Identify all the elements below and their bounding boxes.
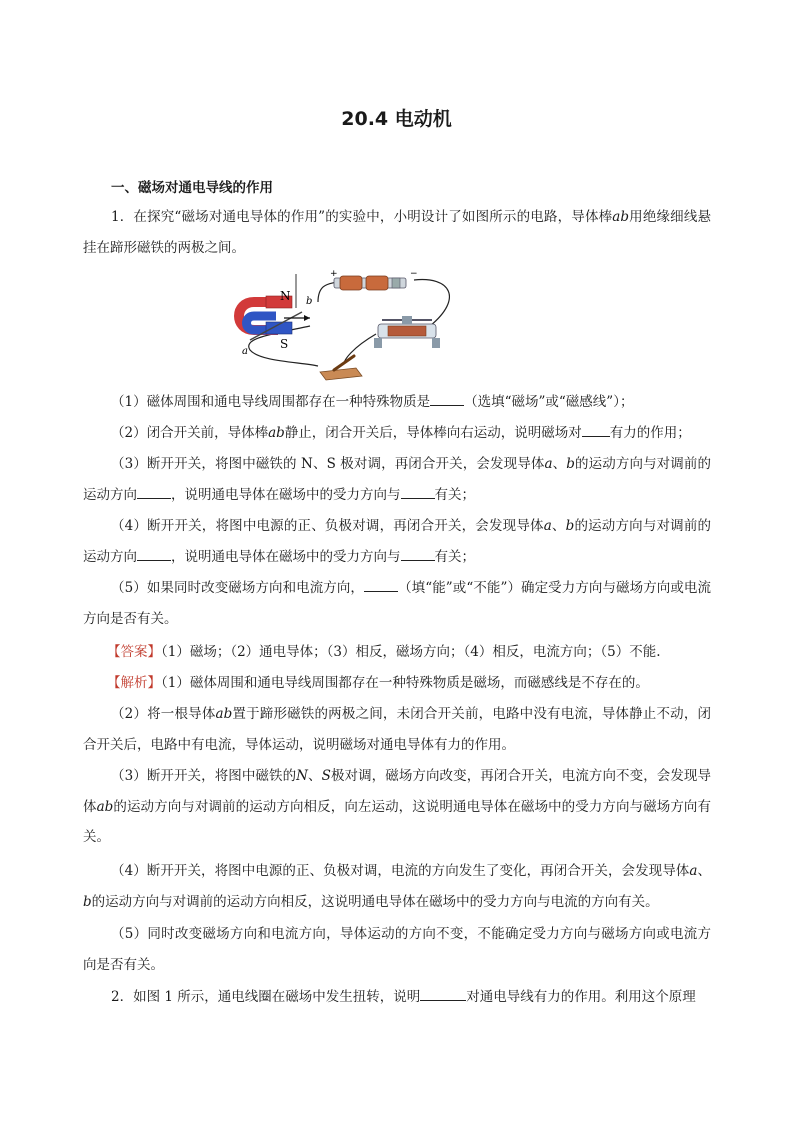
rod-a-label: a (242, 346, 248, 357)
question-1-part-1: （1）磁体周围和通电导线周围都存在一种特殊物质是 （选填“磁场”或“磁感线”）； (83, 387, 711, 418)
answer-blank (137, 546, 171, 561)
question-1-intro: 1．在探究“磁场对通电导体的作用”的实验中，小明设计了如图所示的电路，导体棒ab用绝缘细线悬挂在蹄形磁铁的两极之间。 (83, 209, 711, 256)
magnet-s-label: S (280, 337, 289, 351)
analysis-part-3: （3）断开开关，将图中磁铁的N、S极对调，磁场方向改变，再闭合开关，电流方向不变，会发现导体ab的运动方向与对调前的运动方向相反，向左运动，这说明通电导体在磁场中的受力方向与磁场方向有关。 (83, 768, 712, 845)
answer-tag: 【答案】 (107, 644, 161, 660)
analysis-part-4: （4）断开开关，将图中电源的正、负极对调，电流的方向发生了变化，再闭合开关，会发现导体a、b的运动方向与对调前的运动方向相反，这说明通电导体在磁场中的受力方向与电流的方向有关。 (83, 863, 712, 910)
question-2-intro: 2．如图 1 所示，通电线圈在磁场中发生扭转，说明 对通电导线有力的作用。利用这个原理 (83, 982, 711, 1013)
answer-blank (582, 422, 610, 437)
question-1-part-2: （2）闭合开关前，导体棒ab静止，闭合开关后，导体棒向右运动，说明磁场对 有力的作用； (83, 418, 711, 449)
page-title: 20.4 电动机 (341, 108, 452, 130)
analysis-line-1: 【解析】（1）磁体周围和通电导线周围都存在一种特殊物质是磁场，而磁感线是不存在的。 (107, 675, 649, 691)
battery-minus-label: − (410, 269, 418, 279)
rod-b-label: b (306, 296, 313, 307)
circuit-diagram (232, 268, 464, 384)
question-1-part-4: （4）断开开关，将图中电源的正、负极对调，再闭合开关，会发现导体a、b的运动方向与对调前的运动方向 ，说明通电导体在磁场中的受力方向与 有关； (83, 518, 712, 565)
analysis-part-2: （2）将一根导体ab置于蹄形磁铁的两极之间，未闭合开关前，电路中没有电流，导体静止不动，闭合开关后，电路中有电流，导体运动，说明磁场对通电导体有力的作用。 (83, 706, 712, 753)
question-1-part-3: （3）断开开关，将图中磁铁的 N、S 极对调，再闭合开关，会发现导体a、b的运动方向与对调前的运动方向 ，说明通电导体在磁场中的受力方向与 有关； (83, 456, 712, 503)
answer-blank (364, 577, 398, 592)
answer-blank (420, 986, 466, 1001)
answer-blank (401, 546, 435, 561)
answer-blank (137, 484, 171, 499)
magnet-n-label: N (280, 289, 291, 303)
answer-blank (401, 484, 435, 499)
battery-plus-label: + (330, 269, 338, 279)
answer-line: 【答案】（1）磁场；（2）通电导体；（3）相反，磁场方向；（4）相反，电流方向；（5）不能. (107, 644, 661, 660)
analysis-tag: 【解析】 (107, 675, 161, 691)
analysis-part-5: （5）同时改变磁场方向和电流方向，导体运动的方向不变，不能确定受力方向与磁场方向或电流方向是否有关。 (83, 926, 711, 973)
section-heading: 一、磁场对通电导线的作用 (111, 180, 273, 196)
experiment-figure (232, 268, 464, 384)
question-1-part-5: （5）如果同时改变磁场方向和电流方向， （填“能”或“不能”）确定受力方向与磁场方向或电流方向是否有关。 (83, 573, 711, 634)
answer-blank (430, 391, 464, 406)
